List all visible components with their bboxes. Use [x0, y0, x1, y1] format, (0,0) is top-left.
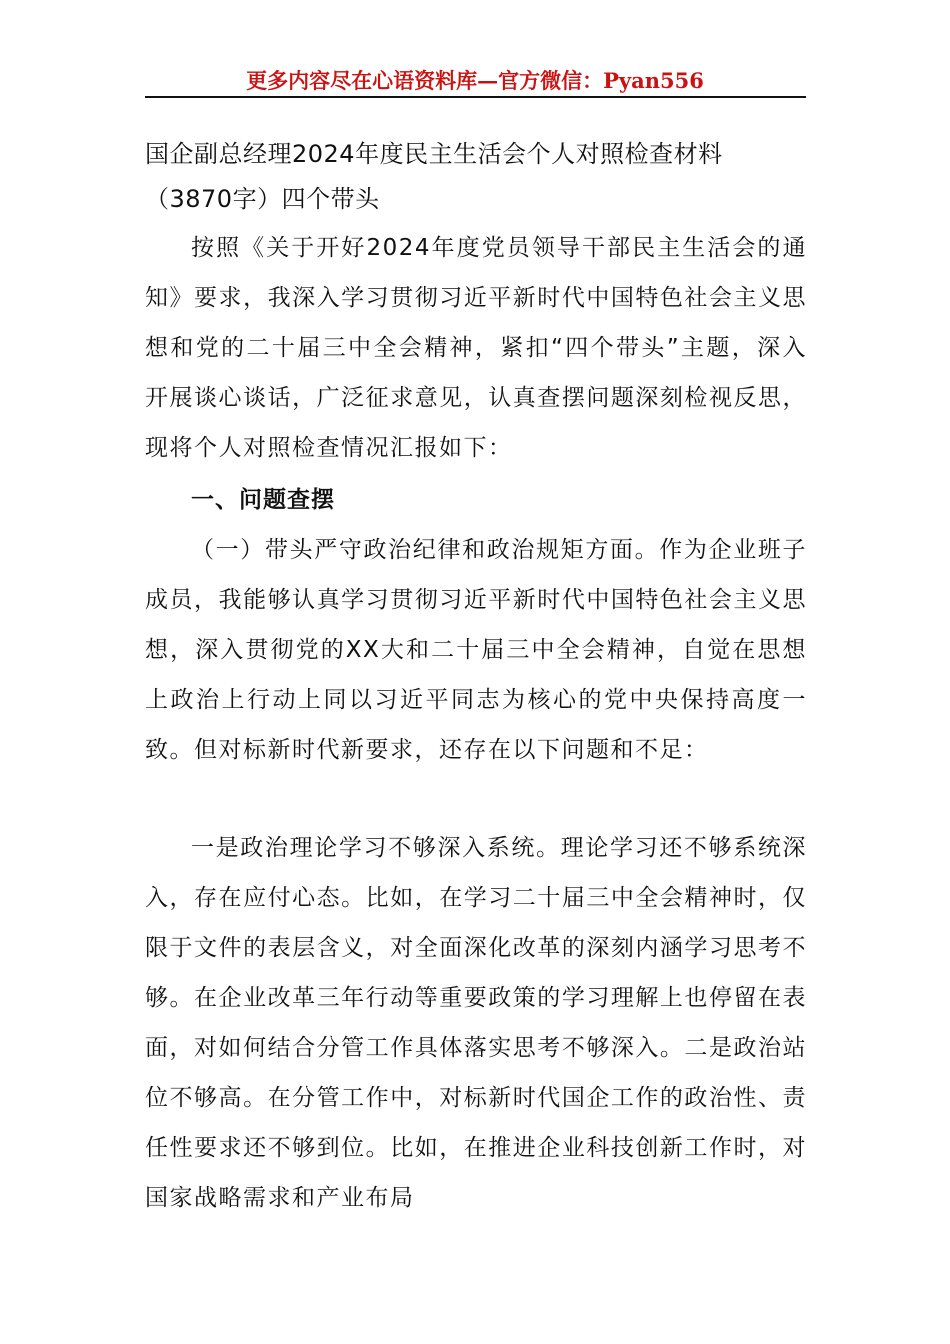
title-line-2: （3870字）四个带头	[145, 185, 380, 213]
problem-one-paragraph: 一是政治理论学习不够深入系统。理论学习还不够系统深入，存在应付心态。比如，在学习二十届三中全会精神时，仅限于文件的表层含义，对全面深化改革的深刻内涵学习思考不够。在企业改革三年行动等重要政策的学习理解上也停留在表面，对如何结合分管工作具体落实思考不够深入。二是政治站位不够高。在分管工作中，对标新时代国企工作的政治性、责任性要求还不够到位。比如，在推进企业科技创新工作时，对国家战略需求和产业布局	[145, 835, 807, 1211]
header-divider	[145, 96, 806, 98]
intro-paragraph: 按照《关于开好2024年度党员领导干部民主生活会的通知》要求，我深入学习贯彻习近平新时代中国特色社会主义思想和党的二十届三中全会精神，紧扣“四个带头”主题，深入开展谈心谈话，广泛征求意见，认真查摆问题深刻检视反思，现将个人对照检查情况汇报如下：	[145, 235, 807, 461]
item-one-paragraph: （一）带头严守政治纪律和政治规矩方面。作为企业班子成员，我能够认真学习贯彻习近平新时代中国特色社会主义思想，深入贯彻党的XX大和二十届三中全会精神，自觉在思想上政治上行动上同以习近平同志为核心的党中央保持高度一致。但对标新时代新要求，还存在以下问题和不足：	[145, 537, 807, 763]
section-heading-problems: 一、问题查摆	[191, 487, 335, 513]
header-banner: 更多内容尽在心语资料库—官方微信：Pyan556	[246, 68, 704, 93]
title-line-1: 国企副总经理2024年度民主生活会个人对照检查材料	[145, 140, 723, 168]
document-title	[145, 132, 810, 222]
